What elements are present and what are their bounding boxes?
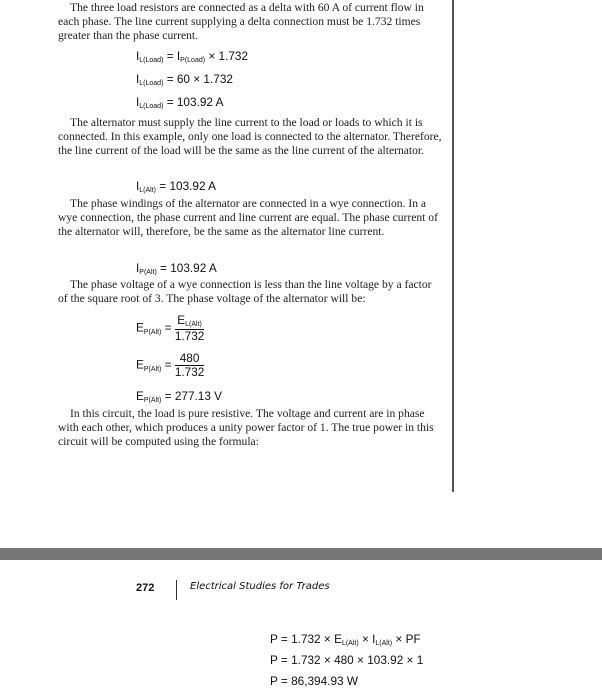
- equation-alternator-line-current: [136, 179, 216, 193]
- eq7-equals: =: [161, 357, 175, 372]
- eq7-denominator: 1.732: [174, 365, 205, 379]
- eq2-symbol: I: [136, 72, 140, 86]
- eq7-subscript: P(Alt): [143, 365, 162, 373]
- eq5-subscript: P(Alt): [139, 269, 157, 276]
- eq3-subscript: L(Load): [139, 103, 164, 110]
- paragraph-phase-voltage: The phase voltage of a wye connection is less than the line voltage by a factor of the square root of 3. The phase voltage of the alternator will be:: [58, 278, 432, 306]
- eq7-symbol: E: [136, 357, 144, 372]
- eq6-numerator: [175, 314, 205, 330]
- eq7-fraction: [175, 352, 205, 379]
- eq3-symbol: I: [136, 95, 140, 109]
- equation-line-current-formula: [136, 49, 248, 63]
- eq8-rest: = 277.13 V: [161, 389, 223, 403]
- equation-line-current-substitution: [136, 72, 233, 86]
- eq1-subscript: L(Load): [139, 57, 164, 64]
- eq3-rest: = 103.92 A: [163, 95, 224, 109]
- eq2-rest: = 60 × 1.732: [163, 72, 233, 86]
- footer-separator: [176, 580, 177, 600]
- eq1-term: I: [176, 49, 181, 63]
- eq5-rest: = 103.92 A: [156, 261, 217, 275]
- eq5-symbol: I: [136, 261, 140, 275]
- equation-true-power-substitution: P = 1.732 × 480 × 103.92 × 1: [270, 653, 424, 667]
- equation-true-power-formula: [270, 632, 421, 646]
- eq8-symbol: E: [136, 389, 144, 403]
- equation-phase-voltage-formula: [136, 314, 204, 343]
- equation-phase-voltage-result: [136, 389, 222, 403]
- eq6-equals: =: [161, 320, 175, 335]
- eq1-rest: × 1.732: [205, 49, 249, 63]
- page-number: 272: [136, 582, 155, 594]
- paragraph-phase-windings: The phase windings of the alternator are connected in a wye connection. In a wye connection, the phase current and line current are equal. The phase current of the alternator will, therefore, be the same as the alternator line current.: [58, 197, 438, 239]
- page-margin-rule: [452, 0, 454, 492]
- paragraph-alternator-line-current: The alternator must supply the line current to the load or loads to which it is connected. In this example, only one load is connected to the alternator. Therefore, the line current of the load will be the same as the line current of the alternator.: [58, 116, 442, 158]
- equation-line-current-result: [136, 95, 223, 109]
- eq1-term-subscript: P(Load): [180, 57, 206, 64]
- equation-phase-voltage-substitution: [136, 352, 204, 379]
- page-break-band: [0, 548, 602, 560]
- eq9-part-c: × PF: [392, 632, 421, 646]
- eq6-numerator-symbol: E: [177, 313, 186, 327]
- eq6-symbol: E: [136, 320, 144, 335]
- eq6-numerator-subscript: L(Alt): [185, 321, 202, 328]
- paragraph-delta-line-current: The three load resistors are connected as a delta with 60 A of current flow in each phase. The line current supplying a delta connection must be 1.732 times greater than the phase current.: [58, 1, 424, 43]
- eq6-subscript: P(Alt): [143, 328, 162, 336]
- eq8-subscript: P(Alt): [143, 397, 162, 404]
- book-title: Electrical Studies for Trades: [190, 581, 330, 592]
- eq6-denominator: 1.732: [174, 329, 205, 343]
- eq1-symbol: I: [136, 49, 140, 63]
- eq4-rest: = 103.92 A: [156, 179, 217, 193]
- eq9-part-b: × I: [358, 632, 376, 646]
- equation-alternator-phase-current: [136, 261, 217, 275]
- eq1-equals: =: [163, 49, 177, 63]
- paragraph-true-power: In this circuit, the load is pure resistive. The voltage and current are in phase with each other, which produces a unity power factor of 1. The true power in this circuit will be computed using the formula:: [58, 407, 434, 449]
- eq7-numerator: 480: [175, 352, 205, 366]
- eq9-subscript-b: L(Alt): [375, 640, 393, 647]
- eq2-subscript: L(Load): [139, 80, 164, 87]
- eq9-part-a: P = 1.732 × E: [270, 632, 342, 646]
- eq4-symbol: I: [136, 179, 140, 193]
- eq9-subscript-a: L(Alt): [341, 640, 359, 647]
- equation-true-power-result: P = 86,394.93 W: [270, 674, 358, 688]
- eq6-fraction: [175, 314, 205, 343]
- eq4-subscript: L(Alt): [139, 187, 157, 194]
